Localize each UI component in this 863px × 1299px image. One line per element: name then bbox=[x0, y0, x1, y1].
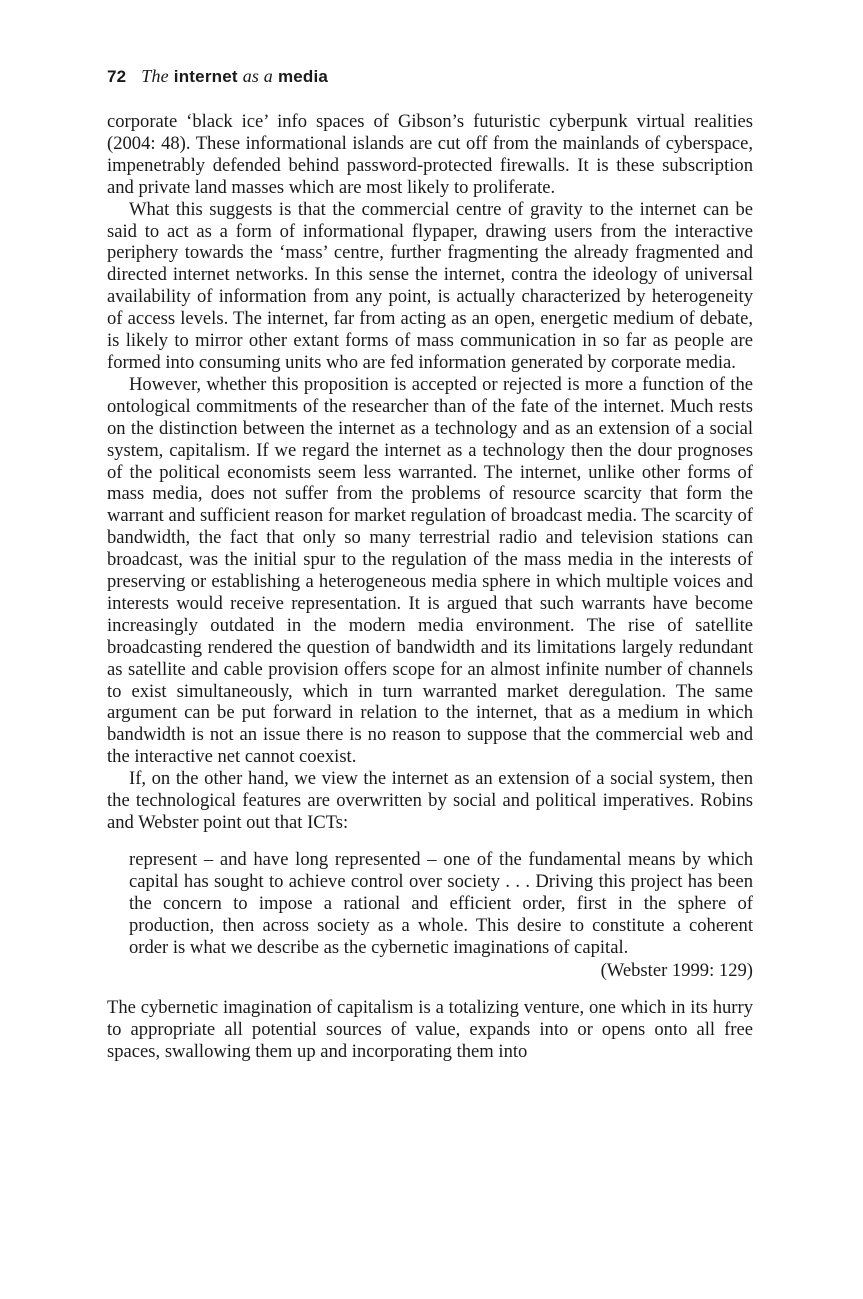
page-number: 72 bbox=[107, 67, 127, 86]
paragraph-flypaper: What this suggests is that the commercial centre of gravity to the internet can be said to act as a form of informational flypaper, drawing users from the interactive periphery towards the ‘mass’ centre, further fragmenting the already fragmented and directed internet networks. In this sense the internet, contra the ideology of universal availability of information from any point, is actually characterized by heterogeneity of access levels. The internet, far from acting as an open, energetic medium of debate, is likely to mirror other extant forms of mass communication in so far as people are formed into consuming units who are fed information generated by corporate media. bbox=[107, 198, 753, 373]
paragraph-cybernetic: The cybernetic imagination of capitalism is a totalizing venture, one which in its hurry to appropriate all potential sources of value, expands into or opens onto all free spaces, swallowing them up and incorporating them into bbox=[107, 997, 753, 1063]
header-title-as-a: as a bbox=[242, 66, 273, 86]
header-title-the: The bbox=[141, 66, 169, 86]
header-title-media: media bbox=[277, 67, 329, 86]
paragraph-continued: corporate ‘black ice’ info spaces of Gibson’s futuristic cyberpunk virtual realities (2004: 48). These informational islands are cut off from the mainlands of cyberspace, impenetrably defended behind password-protected firewalls. It is these subscription and private land masses which are most likely to proliferate. bbox=[107, 111, 753, 198]
header-title-internet: internet bbox=[173, 67, 238, 86]
page-body bbox=[107, 111, 753, 1063]
paragraph-social-system: If, on the other hand, we view the internet as an extension of a social system, then the technological features are overwritten by social and political imperatives. Robins and Webster point out that ICTs: bbox=[107, 768, 753, 833]
block-quote-text: represent – and have long represented – one of the fundamental means by which capital has sought to achieve control over society . . . Driving this project has been the concern to impose a rational and efficient order, first in the sphere of production, then across society as a whole. This desire to constitute a coherent order is what we describe as the cybernetic imaginations of capital. bbox=[129, 848, 753, 958]
paragraph-technology: However, whether this proposition is accepted or rejected is more a function of the ontological commitments of the researcher than of the fate of the internet. Much rests on the distinction between the internet as a technology and as an extension of a social system, capitalism. If we regard the internet as a technology then the dour prognoses of the political economists seem less warranted. The internet, unlike other forms of mass media, does not suffer from the problems of resource scarcity that form the warrant and sufficient reason for market regulation of broadcast media. The scarcity of bandwidth, the fact that only so many terrestrial radio and television stations can broadcast, was the initial spur to the regulation of the mass media in the interests of preserving or establishing a heterogeneous media sphere in which multiple voices and interests would receive representation. It is argued that such warrants have become increasingly outdated in the modern media environment. The rise of satellite broadcasting rendered the question of bandwidth and its limitations largely redundant as satellite and cable provision offers scope for an almost infinite number of channels to exist simultaneously, which in turn warranted market deregulation. The same argument can be put forward in relation to the internet, that as a medium in which bandwidth is not an issue there is no reason to suppose that the commercial web and the interactive net cannot coexist. bbox=[107, 373, 753, 768]
quote-citation: (Webster 1999: 129) bbox=[600, 960, 753, 982]
running-head bbox=[107, 66, 328, 87]
block-quote bbox=[129, 849, 753, 982]
